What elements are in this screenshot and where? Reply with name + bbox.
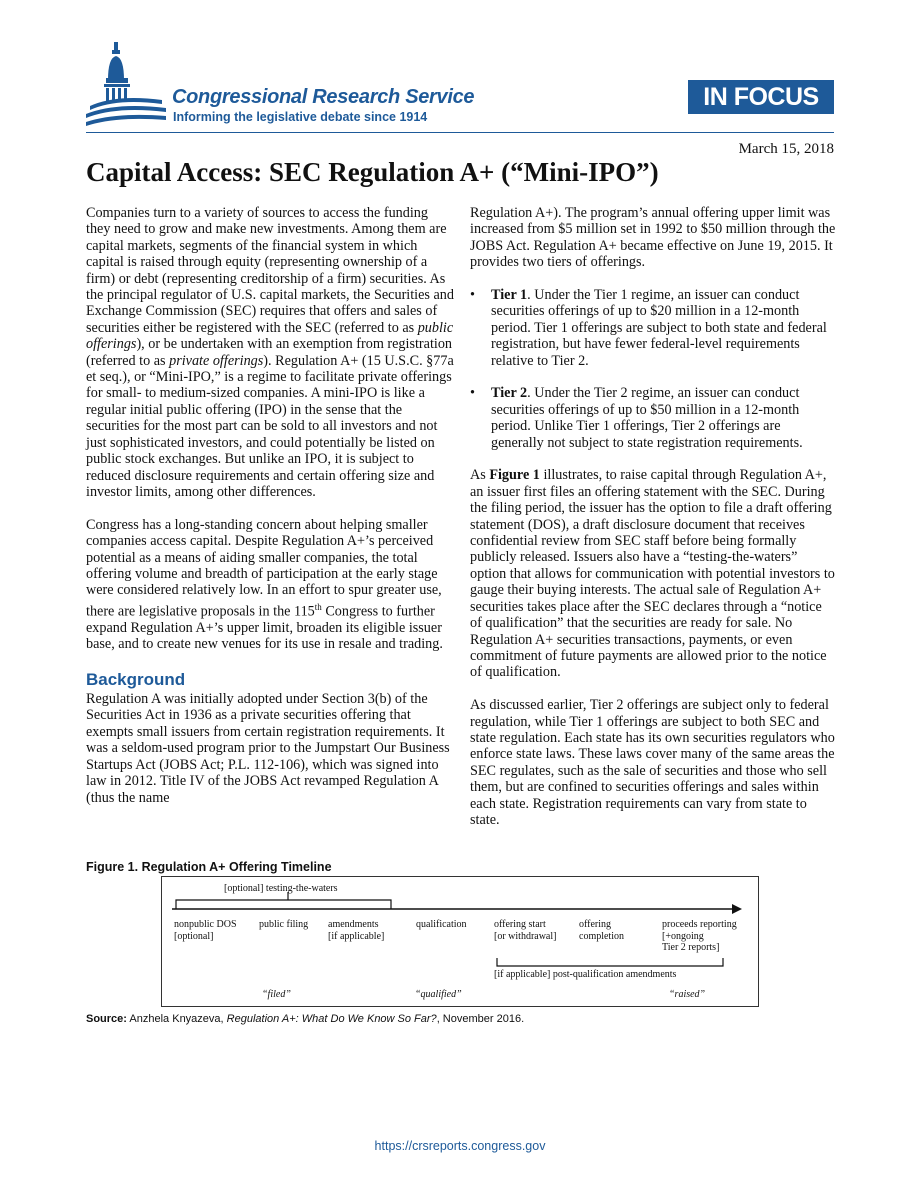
post-qualification-label: [if applicable] post-qualification amendments bbox=[494, 969, 677, 980]
page-header bbox=[0, 0, 920, 140]
congress-paragraph: Congress has a long-standing concern about helping smaller companies access capital. Despite Regulation A+’s perceived potential as a means of aiding smaller companies, the total offering volume and breadth of participation at the early stage were considered relatively low. In an effort to spur greater use, there are legislative proposals in the 115th Congress to further expand Regulation A+’s upper limit, broaden its eligible issuer base, and to create new venues for its use in resale and trading. bbox=[86, 516, 443, 653]
program-paragraph: Regulation A+). The program’s annual offering upper limit was increased from $5 million set in 1992 to $50 million through the JOBS Act. Regulation A+ became effective on June 19, 2015. It provides two tiers of offerings. bbox=[470, 205, 836, 271]
step-public-filing: public filing bbox=[259, 919, 309, 930]
footer-link[interactable]: https://crsreports.congress.gov bbox=[374, 1139, 546, 1153]
timeline-figure bbox=[161, 876, 759, 1007]
step-nonpublic-dos: nonpublic DOS [optional] bbox=[174, 919, 237, 942]
org-name: Congressional Research Service bbox=[172, 86, 475, 108]
state-regulation-paragraph: As discussed earlier, Tier 2 offerings are subject only to federal regulation, while Tier 1 offerings are subject to both SEC and state regulation. Each state has its own securities regulators who enforce state laws. These laws cover many of the same areas the SEC regulates, such as the sale of securities and those who sell them, but are confined to securities offerings and sales within each state. Registration requirements can vary from state to state. bbox=[470, 697, 835, 828]
step-qualification: qualification bbox=[416, 919, 467, 930]
publication-date: March 15, 2018 bbox=[738, 141, 834, 157]
step-offering-start: offering start [or withdrawal] bbox=[494, 919, 557, 942]
step-offering-completion: offering completion bbox=[579, 919, 624, 942]
tier-2-bullet: • Tier 2. Under the Tier 2 regime, an issuer can conduct securities offerings of up to $50 million in a 12-month period. Unlike Tier 1 offerings, Tier 2 offerings are generally not subject to state registration requirements. bbox=[470, 385, 803, 451]
page-title: Capital Access: SEC Regulation A+ (“Mini-IPO”) bbox=[86, 157, 659, 187]
in-focus-badge: IN FOCUS bbox=[688, 80, 834, 114]
header-rule bbox=[86, 132, 834, 133]
figure-explanation-paragraph: As Figure 1 illustrates, to raise capital through Regulation A+, an issuer first files an offering statement with the SEC. During the filing period, the issuer has the option to file a draft offering statement (DOS), a draft disclosure document that receives confidential review from SEC staff before being formally publicly released. Issuers also have a “testing-the-waters” option that allows for communication with potential investors to gauge their buying interests. The actual sale of Regulation A+ securities takes place after the SEC declares through a “notice of qualification” that the securities are ready for sale. No Regulation A+ securities transactions, payments, or even commitment of future payments are allowed prior to the notice of qualification. bbox=[470, 467, 835, 681]
qualified-label: “qualified” bbox=[415, 989, 462, 1000]
intro-paragraph: Companies turn to a variety of sources to access the funding they need to grow and make new investments. Among them are capital markets, segments of the financial system in which capital is raised through equity (representing ownership of a firm) or debt (representing creditorship of a firm) securities. As the principal regulator of U.S. capital markets, the Securities and Exchange Commission (SEC) requires that offers and sales of securities either be registered with the SEC (referred to as public offerings), or be undertaken with an exemption from registration (referred to as private offerings). Regulation A+ (15 U.S.C. §77a et seq.), or “Mini-IPO,” is a regime to facilitate private offerings for small- to medium-sized companies. A mini-IPO is like a regular initial public offering (IPO) in the sense that the securities for the most part can be sold to all investors and not just sophisticated investors, and could potentially be listed on public stock exchanges. But unlike an IPO, it is subject to reduced disclosure requirements and certain offering size and investor limits, among other differences. bbox=[86, 205, 454, 500]
figure-source: Source: Anzhela Knyazeva, Regulation A+: What Do We Know So Far?, November 2016. bbox=[86, 1013, 525, 1025]
filed-label: “filed” bbox=[262, 989, 291, 1000]
figure-caption: Figure 1. Regulation A+ Offering Timeline bbox=[86, 860, 332, 874]
org-tagline: Informing the legislative debate since 1914 bbox=[173, 110, 428, 124]
tier-1-bullet: • Tier 1. Under the Tier 1 regime, an issuer can conduct securities offerings of up to $20 million in a 12-month period. Tier 1 offerings are subject to both state and federal registration, but have fewer federal-level requirements relative to Tier 2. bbox=[470, 287, 827, 369]
testing-the-waters-label: [optional] testing-the-waters bbox=[224, 883, 338, 894]
right-column bbox=[470, 205, 836, 828]
bullet-icon: • bbox=[470, 287, 475, 304]
step-amendments: amendments [if applicable] bbox=[328, 919, 385, 942]
left-column bbox=[86, 205, 454, 806]
background-paragraph: Regulation A was initially adopted under Section 3(b) of the Securities Act in 1936 as a private securities offering that exempts small issuers from certain registration requirements. It was a seldom-used program prior to the Jumpstart Our Business Startups Act (JOBS Act; P.L. 112-106), which was signed into law in 2012. Title IV of the JOBS Act revamped Regulation A (thus the name bbox=[86, 691, 450, 806]
raised-label: “raised” bbox=[669, 989, 706, 1000]
capitol-dome-logo bbox=[86, 40, 168, 130]
background-heading: Background bbox=[86, 670, 186, 690]
step-proceeds-reporting: proceeds reporting [+ongoing Tier 2 reports] bbox=[662, 919, 737, 953]
bullet-icon: • bbox=[470, 385, 475, 402]
